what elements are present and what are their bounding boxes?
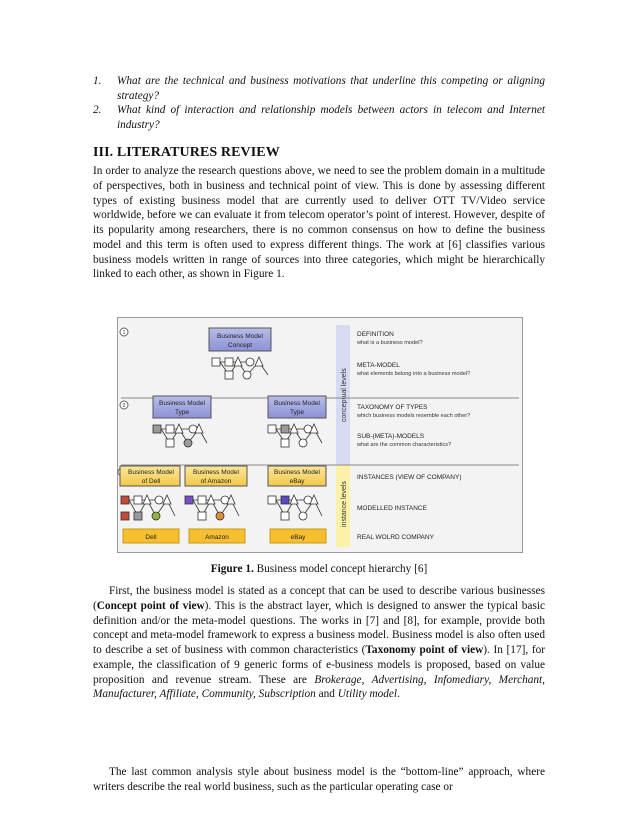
instance-box-dell-line1: Business Model — [128, 469, 174, 476]
label-taxonomy-sub: which business models resemble each other? — [357, 413, 471, 419]
concept-box-line1: Business Model — [217, 333, 263, 340]
label-definition-sub: what is a business model? — [357, 340, 423, 346]
figure-caption-text: Business model concept hierarchy [6] — [253, 563, 428, 575]
instance-box-dell-line2: of Dell — [141, 478, 161, 485]
p2-text-g: and — [315, 688, 338, 701]
research-questions-list — [93, 74, 545, 132]
type-box-left-line2: Type — [174, 409, 190, 416]
instance-levels-text: instance levels — [341, 481, 348, 527]
concept-box-line2: Concept — [227, 342, 253, 349]
label-modelled-instance-title: MODELLED INSTANCE — [357, 505, 427, 512]
paragraph-intro: In order to analyze the research questions above, we need to see the problem domain in a multitude of perspectives, both in business and technical point of view. This is done by assessing different types of existing business model that are currently used to deliver OTT TV/Video service worldwide, before we can evaluate it from telecom operator’s point of interest. However, despite of its popularity among researchers, there is no common consensus on how to define the business model and this term is often used to express different things. The work at [6] classifies various business models written in range of sources into three categories, which might be hierarchically linked to each other, as shown in Figure 1. — [93, 165, 545, 281]
company-bar-amazon-text: Amazon — [205, 534, 229, 541]
label-real-world-title: REAL WOLRD COMPANY — [357, 534, 434, 541]
type-box-left-line1: Business Model — [159, 400, 205, 407]
p2-model-list: Brokerage, Advertising, Infomediary, Merchant, Manufacturer, Affiliate, Community, Subscription — [93, 673, 545, 701]
conceptual-levels-text: conceptual levels — [341, 368, 348, 422]
section-title: III. LITERATURES REVIEW — [93, 145, 280, 160]
instance-box-amazon-line2: of Amazon — [200, 478, 232, 485]
research-question-1 — [93, 74, 545, 103]
p2-taxonomy-point-of-view: Taxonomy point of view — [365, 644, 484, 656]
label-sub-meta-title: SUB-(META)-MODELS — [357, 433, 425, 440]
company-bar-ebay-text: eBay — [290, 534, 306, 541]
type-box-right-line1: Business Model — [274, 400, 320, 407]
label-meta-model-sub: what elements belong into a business model? — [357, 371, 471, 377]
research-question-2 — [93, 103, 545, 132]
p2-text-a: First, the business model is stated as a concept that can be used to describe various businesses ( — [93, 585, 545, 612]
question-number: 1. — [93, 75, 102, 87]
question-number: 2. — [93, 104, 102, 117]
p2-utility-model: Utility model — [337, 688, 398, 701]
figure-caption-label: Figure 1. — [210, 563, 254, 575]
paragraph-concept-taxonomy — [93, 584, 545, 702]
level-marker-1-text: 1 — [122, 330, 126, 336]
label-definition-title: DEFINITION — [357, 331, 394, 338]
question-text: What kind of interaction and relationship models between actors in telecom and Internet industry? — [117, 104, 545, 131]
label-taxonomy-title: TAXONOMY OF TYPES — [357, 404, 428, 411]
company-bar-dell-text: Dell — [145, 534, 157, 541]
figure-business-model-hierarchy — [117, 317, 523, 553]
paragraph-bottom-line: The last common analysis style about business model is the “bottom-line” approach, where writers describe the real world business, such as the particular operating case or — [93, 766, 545, 793]
level-marker-2-text: 2 — [122, 403, 126, 409]
figure-frame — [118, 318, 523, 553]
label-sub-meta-sub: what are the common characteristics? — [357, 442, 452, 448]
question-text: What are the technical and business motivations that underline this competing or aligning strategy? — [117, 75, 545, 102]
figure-caption — [93, 563, 545, 575]
instance-box-ebay-line2: eBay — [289, 478, 305, 485]
instance-box-amazon-line1: Business Model — [193, 469, 239, 476]
label-instances-title: INSTANCES (VIEW OF COMPANY) — [357, 474, 462, 481]
instance-box-ebay-line1: Business Model — [274, 469, 320, 476]
label-meta-model-title: META-MODEL — [357, 362, 400, 369]
p2-text-i: . — [397, 688, 400, 701]
p2-text-c: ). This is the abstract layer, which is designed to answer the typical basic definition and/or the meta-model questions. The works in [7] and [8], for example, provide both concept and meta-model framework to express a business model. Business model is also often used to describe a set of business with common characteristics ( — [93, 599, 545, 656]
p2-text-e: ). In [17], for example, the classification of 9 generic forms of e-business models is proposed, based on value proposition and revenue stream. These are — [93, 644, 545, 686]
p2-concept-point-of-view: Concept point of view — [96, 599, 205, 612]
type-box-right-line2: Type — [289, 409, 305, 416]
